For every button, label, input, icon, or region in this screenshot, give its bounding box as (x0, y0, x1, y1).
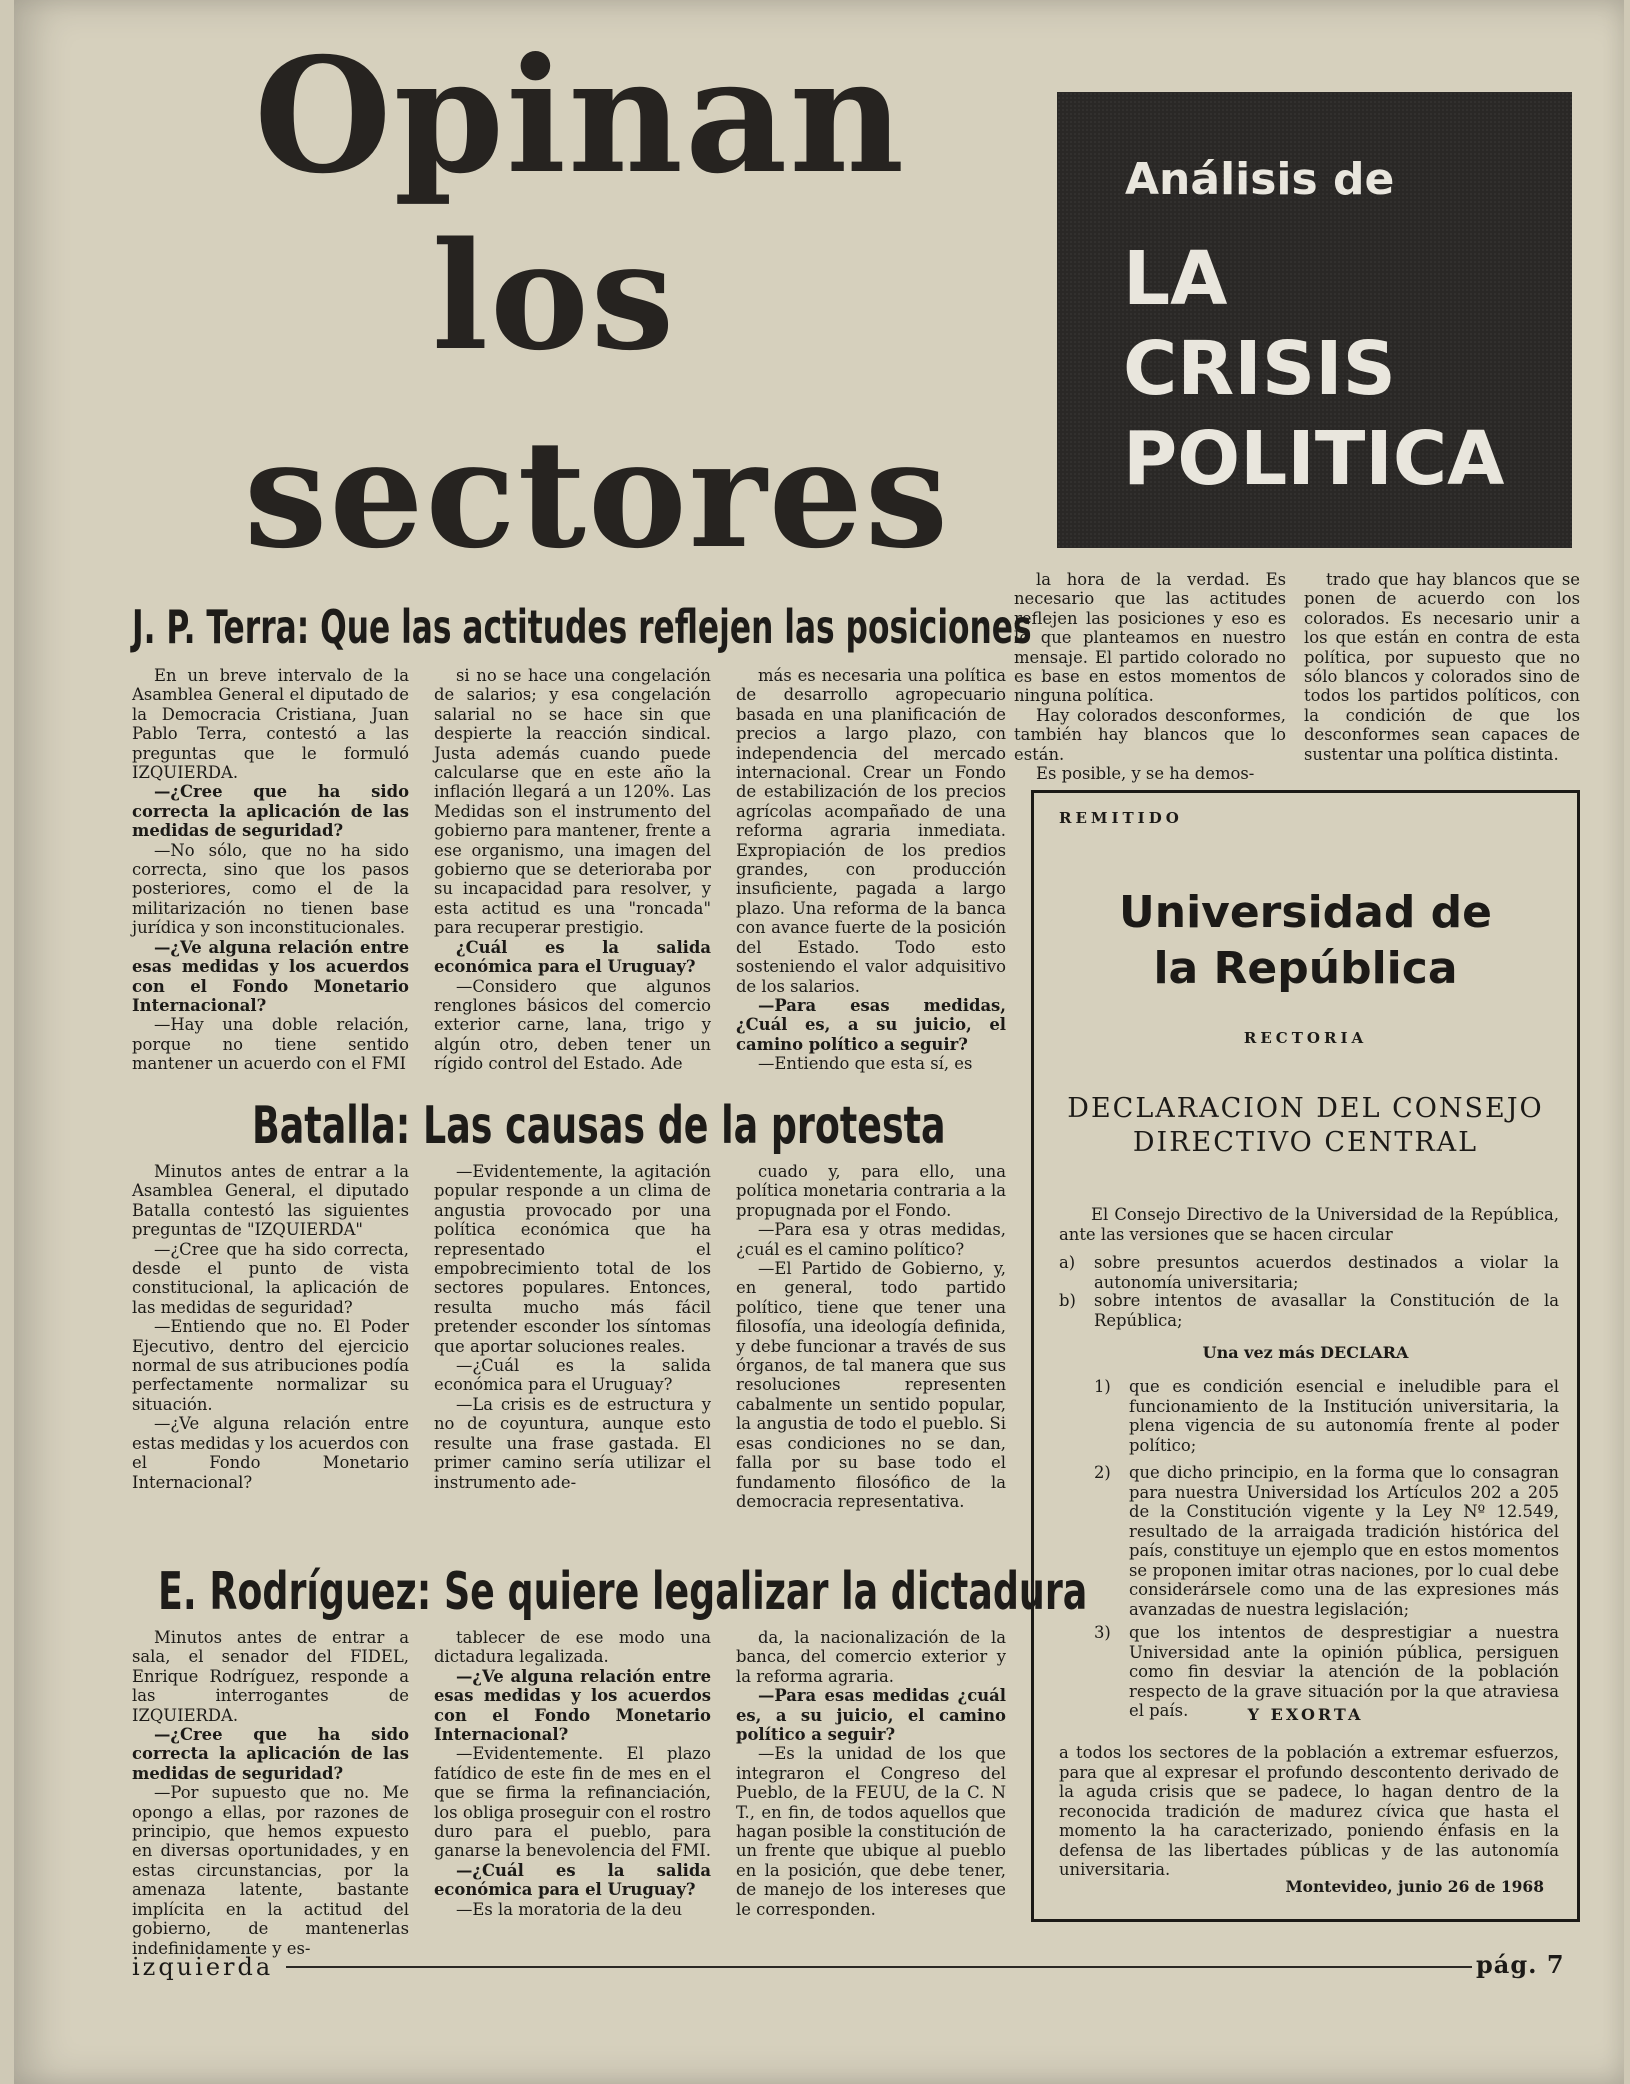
article-2-column-3 (736, 1162, 1006, 1511)
crisis-analysis-box (1057, 92, 1572, 548)
footer-publication-name: izquierda (132, 1953, 274, 1981)
interview-question: —¿Cree que ha sido correcta la aplicación de las medidas de seguridad? (132, 782, 409, 841)
point-3-text: que los intentos de desprestigiar a nuestra Universidad ante la opinión pública, persiguen como fin desviar la atención de la población respecto de la grave situación por la que atraviesa el país. (1129, 1623, 1559, 1720)
interview-question: —¿Ve alguna relación entre esas medidas y los acuerdos con el Fondo Monetario Internacional? (434, 1666, 711, 1745)
paragraph: cuado y, para ello, una política monetaria contraria a la propugnada por el Fondo. (736, 1162, 1006, 1220)
paragraph: —Es la moratoria de la deu (456, 1899, 683, 1919)
article-1-column-2 (434, 666, 711, 1074)
paragraph: —Entiendo que no. El Poder Ejecutivo, dentro del ejercicio normal de sus atribuciones podía perfectamente normalizar su situación. (132, 1317, 409, 1414)
paragraph: —No sólo, que no ha sido correcta, sino que los pasos posteriores, como el de la militarización no tienen base jurídica y son inconstitucionales. (132, 840, 409, 938)
paragraph: —¿Cuál es la salida económica para el Uruguay? (434, 1356, 711, 1395)
article-3-column-3 (736, 1628, 1006, 1919)
paragraph: —Es la unidad de los que integraron el Congreso del Pueblo, de la FEUU, de la C. N T., en fin, de todos aquellos que hagan posible la constitución de un frente que ubique al pueblo en la posición, que debe tener, de manejo de los intereses que le corresponden. (736, 1744, 1006, 1919)
paragraph: —¿Cree que ha sido correcta, desde el punto de vista constitucional, la aplicación de las medidas de seguridad? (132, 1239, 409, 1317)
paragraph: la hora de la verdad. Es necesario que las actitudes reflejen las posiciones y eso es lo que planteamos en nuestro mensaje. El partido colorado no es base en estos momentos de ninguna política. (1014, 570, 1286, 706)
newspaper-page (14, 0, 1624, 2084)
closing-paragraph: a todos los sectores de la población a extremar esfuerzos, para que al expresar el profundo descontento derivado de la aguda crisis que se padece, lo hagan dentro de la reconocida tradición de madurez cívica que hasta el momento la ha caracterizado, poniendo énfasis en la defensa de las libertades públicas y de las autonomía universitaria. (1059, 1743, 1559, 1879)
article-2-title: Batalla: Las causas de la protesta (252, 1096, 946, 1156)
remitido-label: REMITIDO (1059, 809, 1183, 827)
declaration-heading-1: DECLARACION DEL CONSEJO (1067, 1093, 1544, 1124)
item-b-text: sobre intentos de avasallar la Constitución de la República; (1094, 1291, 1559, 1330)
paragraph: Es posible, y se ha demos- (1036, 764, 1255, 784)
interview-question: —¿Cuál es la salida económica para el Uruguay? (434, 1860, 711, 1900)
point-1-text: que es condición esencial e ineludible para el funcionamiento de la Institución universitaria, la plena vigencia de su autonomía frente al poder político; (1129, 1377, 1559, 1455)
analysis-line-3: POLITICA (1123, 416, 1505, 502)
paragraph: —Hay una doble relación, porque no tiene sentido mantener un acuerdo con el FMI (132, 1015, 409, 1074)
paragraph: tablecer de ese modo una dictadura legalizada. (434, 1628, 711, 1667)
paragraph: más es necesaria una política de desarrollo agropecuario basada en una planificación de precios a largo plazo, con independencia del mercado internacional. Crear un Fondo de estabilización de los precios agrícolas acompañado de una reforma agraria inmediata. Expropiación de los predios grandes, con producción insuficiente, pagada a largo plazo. Una reforma de la banca con avance fuerte de la posición del Estado. Todo esto sosteniendo el valor adquisitivo de los salarios. (736, 666, 1006, 996)
paragraph: Minutos antes de entrar a sala, el senador del FIDEL, Enrique Rodríguez, responde a las interrogantes de IZQUIERDA. (132, 1628, 409, 1725)
interview-question: —Para esas medidas, ¿Cuál es, a su juicio, el camino político a seguir? (736, 995, 1006, 1054)
article-1-column-1 (132, 666, 409, 1074)
article-2-column-1 (132, 1162, 409, 1492)
paragraph: Hay colorados desconformes, también hay blancos que lo están. (1014, 705, 1286, 764)
paragraph: —Evidentemente, la agitación popular responde a un clima de angustia provocado por una política económica que ha representado el empobrecimiento total de los sectores populares. Entonces, resulta mucho más fácil pretender esconder los síntomas que aportar soluciones reales. (434, 1162, 711, 1356)
paragraph: En un breve intervalo de la Asamblea General el diputado de la Democracia Cristiana, Juan Pablo Terra, contestó a las preguntas que le formuló IZQUIERDA. (132, 666, 409, 783)
headline-line-1: Opinan (254, 24, 907, 209)
interview-question: —¿Cree que ha sido correcta la aplicación de las medidas de seguridad? (132, 1725, 409, 1783)
paragraph: —Para esa y otras medidas, ¿cuál es el camino político? (736, 1220, 1006, 1259)
paragraph: —Entiendo que esta sí, es (758, 1054, 973, 1074)
declaration-intro: El Consejo Directivo de la Universidad de la República, ante las versiones que se hacen circular (1059, 1205, 1559, 1244)
paragraph: —Considero que algunos renglones básicos del comercio exterior carne, lana, trigo y algún otro, deben tener un rígido control del Estado. Ade (434, 976, 711, 1074)
paragraph: —La crisis es de estructura y no de coyuntura, aunque esto resulte una frase gastada. El primer camino sería utilizar el instrumento ade- (434, 1394, 711, 1492)
point-2-mark: 2) (1094, 1463, 1111, 1482)
declaration-heading-2: DIRECTIVO CENTRAL (1132, 1127, 1479, 1158)
item-a-text: sobre presuntos acuerdos destinados a violar la autonomía universitaria; (1094, 1253, 1559, 1292)
rectoria-label: RECTORIA (1243, 1029, 1368, 1047)
interview-question: —Para esas medidas ¿cuál es, a su juicio, el camino político a seguir? (736, 1686, 1006, 1745)
article-1-column-5 (1304, 570, 1580, 764)
article-3-column-2 (434, 1628, 711, 1919)
article-1-column-4 (1014, 570, 1286, 783)
item-a-mark: a) (1059, 1253, 1076, 1272)
article-2-column-2 (434, 1162, 711, 1492)
analysis-line-2: CRISIS (1123, 326, 1396, 412)
analysis-line-1: LA (1123, 236, 1228, 322)
paragraph: —El Partido de Gobierno, y, en general, todo partido político, tiene que tener una filosofía, una ideología definida, y debe funcionar a través de sus órganos, de tal manera que sus resoluciones representen cabalmente un sentido popular, la angustia de todo el pueblo. Si esas condiciones no se dan, falla por su base todo el fundamento filosófico de la democracia representativa. (736, 1259, 1006, 1511)
paragraph: —Evidentemente. El plazo fatídico de este fin de mes en el que se firma la refinanciación, los obliga proseguir con el rostro duro para el pueblo, para ganarse la benevolencia del FMI. (434, 1744, 711, 1861)
paragraph: Minutos antes de entrar a la Asamblea General, el diputado Batalla contestó las siguientes preguntas de "IZQUIERDA" (132, 1162, 409, 1240)
signature-line: Montevideo, junio 26 de 1968 (1285, 1877, 1544, 1896)
university-title-line-1: Universidad de (1119, 887, 1492, 938)
article-3-title: E. Rodríguez: Se quiere legalizar la dictadura (158, 1562, 1088, 1622)
footer-page-number: pág. 7 (1476, 1950, 1565, 1979)
paragraph: —¿Ve alguna relación entre estas medidas y los acuerdos con el Fondo Monetario Internacional? (132, 1414, 409, 1492)
exhorta-heading: Y EXORTA (1247, 1705, 1364, 1724)
university-declaration-box (1031, 790, 1580, 1922)
university-title-line-2: la República (1153, 943, 1458, 994)
article-3-column-1 (132, 1628, 409, 1958)
declara-heading: Una vez más DECLARA (1202, 1343, 1409, 1362)
paragraph: —Por supuesto que no. Me opongo a ellas, por razones de principio, que hemos expuesto en diversas oportunidades, y en estas circunstancias, por la amenaza latente, bastante implícita en la actitud del gobierno, de mantenerlas indefinidamente y es- (132, 1783, 409, 1958)
paragraph: da, la nacionalización de la banca, del comercio exterior y la reforma agraria. (736, 1628, 1006, 1686)
headline-line-3: sectores (244, 407, 951, 581)
analysis-prefix: Análisis de (1125, 154, 1395, 205)
interview-question: —¿Ve alguna relación entre esas medidas y los acuerdos con el Fondo Monetario Internacional? (132, 937, 409, 1015)
item-b-mark: b) (1059, 1291, 1076, 1310)
point-2-text: que dicho principio, en la forma que lo consagran para nuestra Universidad los Artículos 202 a 205 de la Constitución vigente y la Ley Nº 12.549, resultado de la arraigada tradición histórica del país, constituye un ejemplo que en estos momentos se proponen imitar otras naciones, por lo cual debe considerársele como una de las expresiones más avanzadas de nuestra legislación; (1129, 1463, 1559, 1619)
article-1-title: J. P. Terra: Que las actitudes reflejen las posiciones (132, 600, 1032, 654)
article-1-column-3 (736, 666, 1006, 1074)
footer-rule (286, 1966, 1472, 1968)
headline-line-2: los (431, 209, 677, 383)
paragraph: si no se hace una congelación de salarios; y esa congelación salarial no se hace sin que despierte la reacción sindical. Justa además cuando puede calcularse que en este año la inflación llegará a un 120%. Las Medidas son el instrumento del gobierno para mantener, frente a ese organismo, una imagen del gobierno que se deterioraba por su incapacidad para resolver, y esta actitud es una "roncada" para recuperar prestigio. (434, 666, 711, 938)
point-3-mark: 3) (1094, 1623, 1111, 1642)
paragraph: trado que hay blancos que se ponen de acuerdo con los colorados. Es necesario unir a los que están en contra de esta política, por supuesto que no sólo blancos y colorados sino de todos los partidos políticos, con la condición de que los desconformes sean capaces de sustentar una política distinta. (1304, 570, 1580, 764)
interview-question: ¿Cuál es la salida económica para el Uruguay? (434, 937, 711, 977)
point-1-mark: 1) (1094, 1377, 1111, 1396)
